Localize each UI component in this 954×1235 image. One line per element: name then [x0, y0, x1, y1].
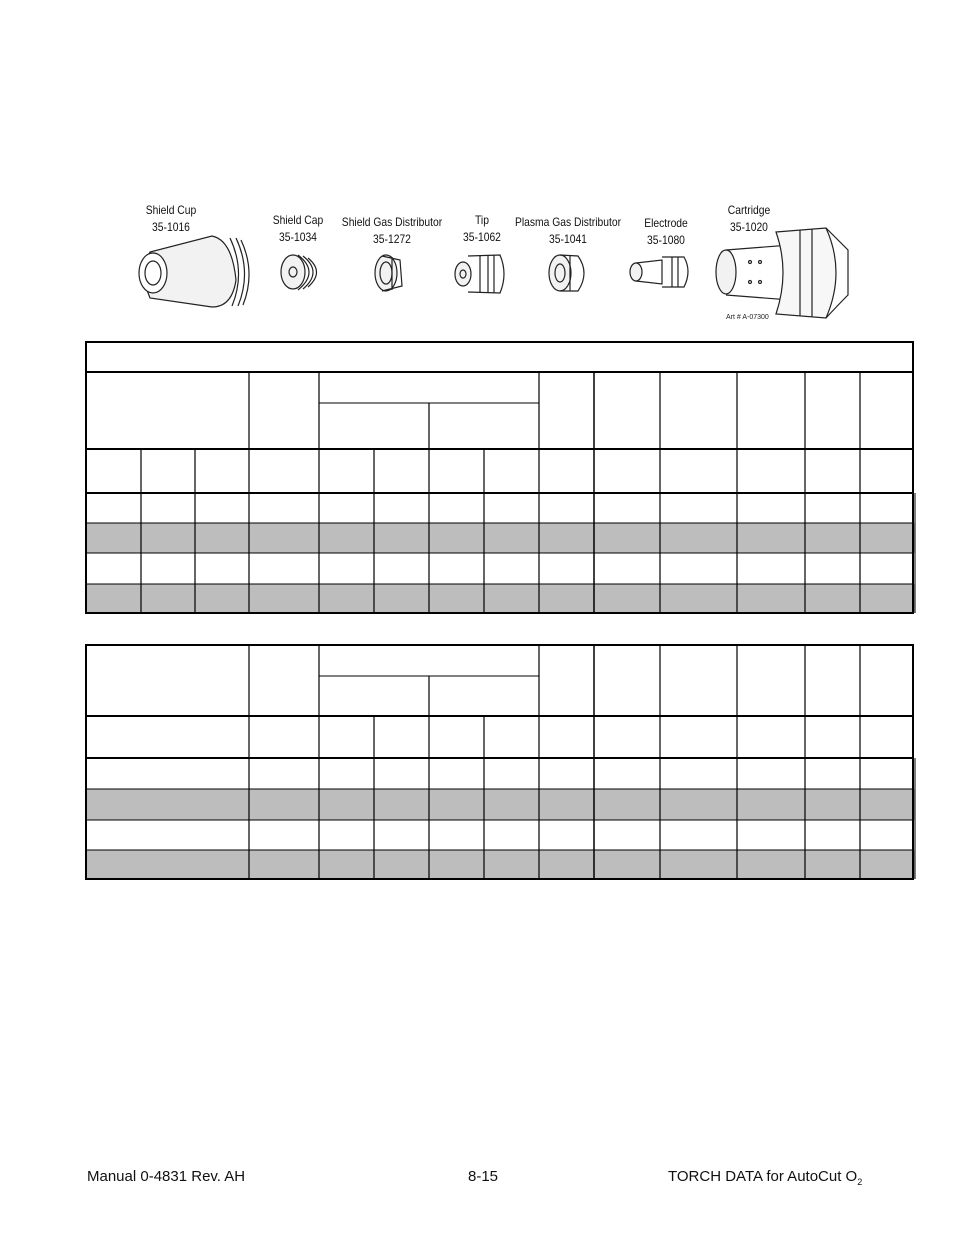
part-label-shield-cap: Shield Cap 35-1034 [272, 213, 324, 244]
table-1-shaded-row [86, 584, 915, 613]
footer-section-title [668, 1168, 862, 1187]
footer-section-title-text: TORCH DATA for AutoCut O [668, 1168, 858, 1185]
part-label-cartridge: Cartridge 35-1020 [727, 203, 771, 234]
table-1-shaded-row [86, 523, 915, 553]
footer-page-number: 8-15 [468, 1168, 499, 1185]
table-2 [86, 645, 915, 879]
table-2-shaded-row [86, 850, 915, 879]
part-label-electrode: Electrode 35-1080 [644, 216, 688, 247]
table-1 [86, 342, 915, 613]
table-2-shaded-row [86, 789, 915, 820]
art-number: Art # A-07300 [726, 314, 769, 321]
footer-section-title-subscript: 2 [857, 1177, 863, 1187]
part-label-tip: Tip 35-1062 [463, 213, 501, 244]
part-label-shield-gas-distributor: Shield Gas Distributor 35-1272 [341, 215, 443, 246]
part-label-plasma-gas-distributor: Plasma Gas Distributor 35-1041 [514, 215, 622, 246]
footer-manual-number: Manual 0-4831 Rev. AH [87, 1168, 246, 1185]
part-label-shield-cup: Shield Cup 35-1016 [145, 203, 197, 234]
